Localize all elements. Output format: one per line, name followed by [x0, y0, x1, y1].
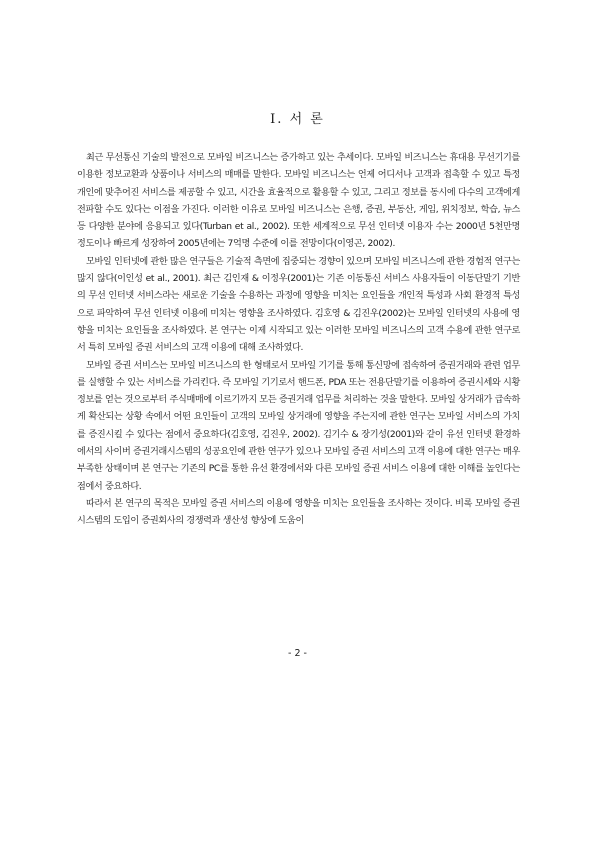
paragraph-3: 모바일 증권 서비스는 모바일 비즈니스의 한 형태로서 모바일 기기를 통해 통신망에 접속하여 증권거래와 관련 업무를 실행할 수 있는 서비스를 가리킨다. 즉 모바일 기기로서 핸드폰, PDA 또는 전용단말기를 이용하여 증권시세와 시황정보를 얻는 것으로부터 주식매매에 이르기까지 모든 증권거래 업무를 처리하는 것을 말한다. 모바일 상거래가 급속하게 확산되는 상황 속에서 어떤 요인들이 고객의 모바일 상거래에 영향을 주는지에 관한 연구는 모바일 서비스의 가치를 증진시킬 수 있다는 점에서 중요하다(김호영, 김진우, 2002). 김기수 & 장기성(2001)와 같이 유선 인터넷 환경하에서의 사이버 증권거래시스템의 성공요인에 관한 연구가 있으나 모바일 증권 서비스의 고객 이용에 대한 연구는 매우 부족한 상태이며 본 연구는 기존의 PC를 통한 유선 환경에서와 다른 모바일 증권 서비스 이용에 대한 이해를 높인다는 점에서 중요하다. — [77, 360, 520, 492]
paragraph-1: 최근 무선통신 기술의 발전으로 모바일 비즈니스는 증가하고 있는 추세이다. 모바일 비즈니스는 휴대용 무선기기를 이용한 정보교환과 상품이나 서비스의 매매를 말한다. 모바일 비즈니스는 언제 어디서나 고객과 접촉할 수 있고 특정 개인에 맞추어진 서비스를 제공할 수 있고, 시간을 효율적으로 활용할 수 있고, 그리고 정보를 동시에 다수의 고객에게 전파할 수도 있다는 이점을 가진다. 이러한 이유로 모바일 비즈니스는 은행, 증권, 부동산, 게임, 위치정보, 학습, 뉴스 등 다양한 분야에 응용되고 있다(Turban et al., 2002). 또한 세계적으로 무선 인터넷 이용자 수는 2000년 5천만명 정도이나 빠르게 성장하여 2005년에는 7억명 수준에 이를 전망이다(이영곤, 2002). — [77, 153, 520, 250]
page-number: - 2 - — [288, 648, 307, 659]
paragraph-2: 모바일 인터넷에 관한 많은 연구들은 기술적 측면에 집중되는 경향이 있으며 모바일 비즈니스에 관한 경험적 연구는 많지 않다(이인성 et al., 2001). 최근 김인재 & 이정우(2001)는 기존 이동통신 서비스 사용자들이 이동단말기 기반의 무선 인터넷 서비스라는 새로운 기술을 수용하는 과정에 영향을 미치는 요인들을 개인적 특성과 사회 환경적 특성으로 파악하여 무선 인터넷 이용에 미치는 영향을 조사하였다. 김호영 & 김진우(2002)는 모바일 인터넷의 사용에 영향을 미치는 요인들을 조사하였다. 본 연구는 이제 시작되고 있는 이러한 모바일 비즈니스의 고객 수용에 관한 연구로서 특히 모바일 증권 서비스의 고객 이용에 대해 조사하였다. — [77, 256, 520, 354]
paragraph-4: 따라서 본 연구의 목적은 모바일 증권 서비스의 이용에 영향을 미치는 요인들을 조사하는 것이다. 비록 모바일 증권 시스템의 도입이 증권회사의 경쟁력과 생산성 향상에 도움이 — [77, 498, 520, 527]
section-heading: Ⅰ. 서 론 — [270, 112, 325, 127]
body-text — [77, 150, 520, 531]
